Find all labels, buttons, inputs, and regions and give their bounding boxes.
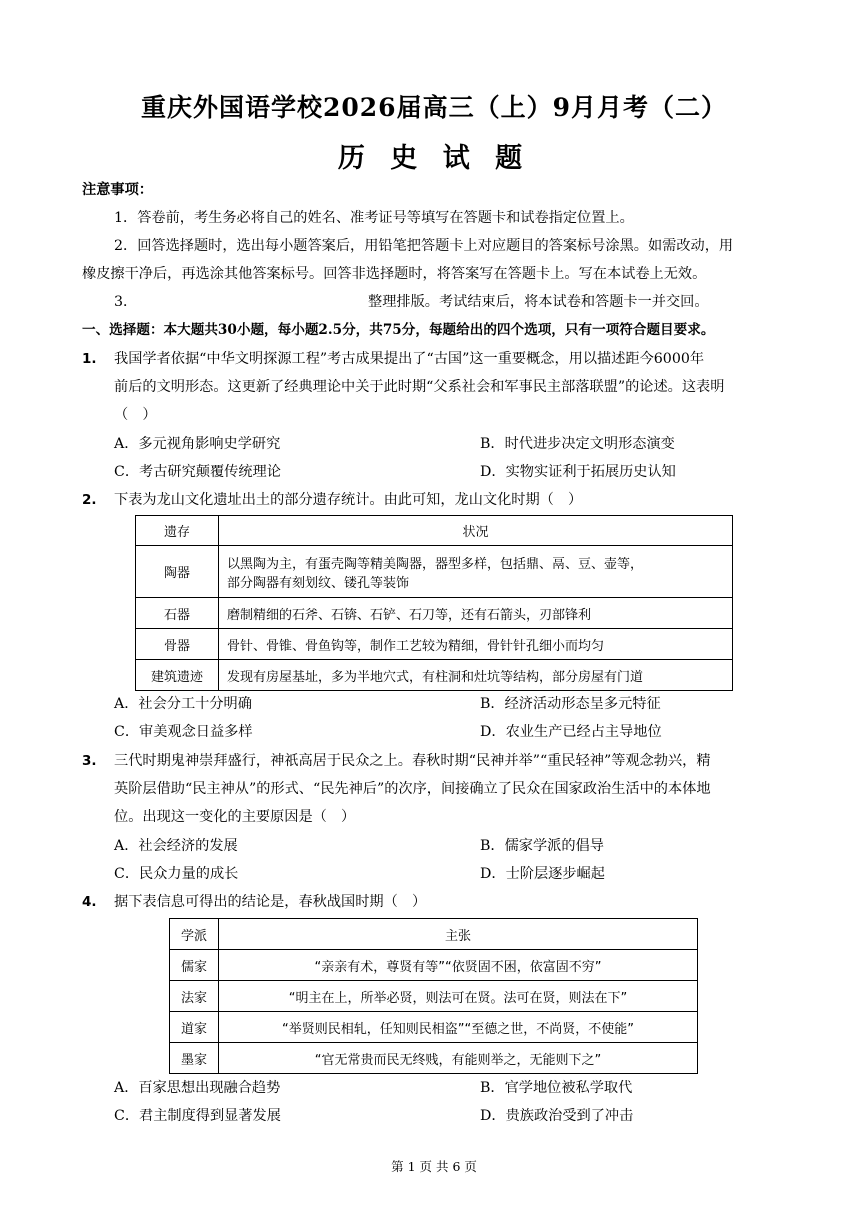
table-cell-line: 部分陶器有刻划纹、镂孔等装饰 xyxy=(227,575,410,591)
note-item-3-number: 3． xyxy=(114,294,138,310)
table-cell: 骨器 xyxy=(136,629,219,660)
table-cell: 发现有房屋基址，多为半地穴式，有柱洞和灶坑等结构，部分房屋有门道 xyxy=(219,660,733,691)
question-2-number: 2. xyxy=(82,492,97,508)
table-cell-line: 以黑陶为主，有蛋壳陶等精美陶器，器型多样，包括鼎、鬲、豆、壶等， xyxy=(227,556,644,572)
question-4-option-a[interactable]: A．百家思想出现融合趋势 xyxy=(114,1080,281,1096)
table-cell: 墨家 xyxy=(170,1043,219,1074)
question-1-option-d[interactable]: D．实物实证利于拓展历史认知 xyxy=(480,464,676,480)
question-2-option-a[interactable]: A．社会分工十分明确 xyxy=(114,696,252,712)
question-3-option-b[interactable]: B．儒家学派的倡导 xyxy=(480,838,604,854)
table-cell: 陶器 xyxy=(136,546,219,598)
question-1-option-a[interactable]: A．多元视角影响史学研究 xyxy=(114,436,281,452)
question-4-option-c[interactable]: C．君主制度得到显著发展 xyxy=(114,1108,281,1124)
note-item-3-text: 整理排版。考试结束后，将本试卷和答题卡一并交回。 xyxy=(368,294,709,310)
question-1-number: 1. xyxy=(82,351,97,367)
table-cell: 道家 xyxy=(170,1012,219,1043)
question-1-stem-line-3: （ ） xyxy=(114,407,157,423)
question-3-stem-line-1: 三代时期鬼神崇拜盛行，神祇高居于民众之上。春秋时期“民神并举”“重民轻神”等观念勃兴，精 xyxy=(114,753,711,769)
table-header-cell: 学派 xyxy=(170,919,219,950)
question-2-option-d[interactable]: D．农业生产已经占主导地位 xyxy=(480,724,662,740)
table-cell: “明主在上，所举必贤，则法可在贤。法可在贤，则法在下” xyxy=(219,981,698,1012)
table-cell: 法家 xyxy=(170,981,219,1012)
subject-title: 历 史 试 题 xyxy=(337,143,531,174)
question-4-number: 4. xyxy=(82,894,97,910)
notes-heading: 注意事项： xyxy=(82,182,153,198)
question-3-stem-line-3: 位。出现这一变化的主要原因是（ ） xyxy=(114,809,356,825)
table-cell: “举贤则民相轧，任知则民相盗”“至德之世，不尚贤，不使能” xyxy=(219,1012,698,1043)
table-cell: “官无常贵而民无终贱，有能则举之，无能则下之” xyxy=(219,1043,698,1074)
question-4-stem: 据下表信息可得出的结论是，春秋战国时期（ ） xyxy=(114,894,427,910)
table-header-cell: 状况 xyxy=(219,516,733,546)
question-3-option-d[interactable]: D．士阶层逐步崛起 xyxy=(480,866,605,882)
question-3-option-a[interactable]: A．社会经济的发展 xyxy=(114,838,238,854)
note-item-1: 1．答卷前，考生务必将自己的姓名、准考证号等填写在答题卡和试卷指定位置上。 xyxy=(114,210,634,226)
table-cell: 骨针、骨锥、骨鱼钩等，制作工艺较为精细，骨针针孔细小而均匀 xyxy=(219,629,733,660)
question-2-option-b[interactable]: B．经济活动形态呈多元特征 xyxy=(480,696,661,712)
table-header-cell: 主张 xyxy=(219,919,698,950)
question-1-stem-line-2: 前后的文明形态。这更新了经典理论中关于此时期“父系社会和军事民主部落联盟”的论述。这表明 xyxy=(114,379,725,395)
question-4-option-b[interactable]: B．官学地位被私学取代 xyxy=(480,1080,633,1096)
question-2-stem: 下表为龙山文化遗址出土的部分遗存统计。由此可知，龙山文化时期（ ） xyxy=(114,492,583,508)
section-heading: 一、选择题：本大题共30小题，每小题2.5分，共75分，每题给出的四个选项，只有一项符合题目要求。 xyxy=(82,322,715,338)
question-4-option-d[interactable]: D．贵族政治受到了冲击 xyxy=(480,1108,634,1124)
question-2-option-c[interactable]: C．审美观念日益多样 xyxy=(114,724,253,740)
question-3-number: 3. xyxy=(82,753,97,769)
question-1-option-b[interactable]: B．时代进步决定文明形态演变 xyxy=(480,436,675,452)
question-3-option-c[interactable]: C．民众力量的成长 xyxy=(114,866,239,882)
table-cell xyxy=(219,546,733,598)
table-cell: 磨制精细的石斧、石锛、石铲、石刀等，还有石箭头，刃部锋利 xyxy=(219,598,733,629)
question-3-stem-line-2: 英阶层借助“民主神从”的形式、“民先神后”的次序，间接确立了民众在国家政治生活中的本体地 xyxy=(114,781,711,797)
question-4-table xyxy=(169,918,698,1074)
question-1-option-c[interactable]: C．考古研究颠覆传统理论 xyxy=(114,464,281,480)
note-item-2-line-2: 橡皮擦干净后，再选涂其他答案标号。回答非选择题时，将答案写在答题卡上。写在本试卷上无效。 xyxy=(82,266,707,282)
question-1-stem-line-1: 我国学者依据“中华文明探源工程”考古成果提出了“古国”这一重要概念，用以描述距今6000年 xyxy=(114,351,705,367)
table-cell: “亲亲有术，尊贤有等”“依贤固不困，依富固不穷” xyxy=(219,950,698,981)
exam-title: 重庆外国语学校2026届高三（上）9月月考（二） xyxy=(141,93,727,122)
table-cell: 儒家 xyxy=(170,950,219,981)
table-cell: 石器 xyxy=(136,598,219,629)
note-item-2-line-1: 2．回答选择题时，选出每小题答案后，用铅笔把答题卡上对应题目的答案标号涂黑。如需改动，用 xyxy=(114,238,734,254)
page-footer: 第 1 页 共 6 页 xyxy=(391,1159,477,1174)
table-cell: 建筑遗迹 xyxy=(136,660,219,691)
table-header-cell: 遗存 xyxy=(136,516,219,546)
question-2-table xyxy=(135,515,733,691)
